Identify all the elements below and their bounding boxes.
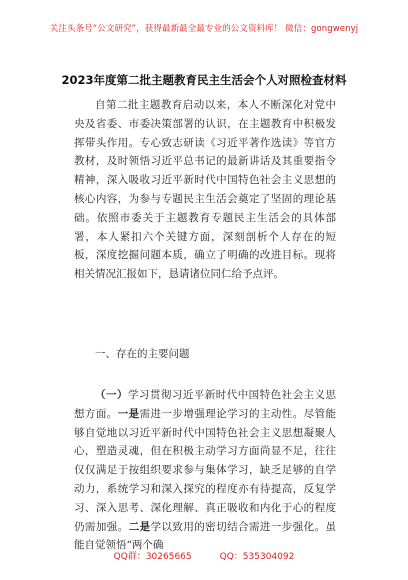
point-two-text: 学以致用的密切结合需进一步强化。虽能自觉领悟“两个确 xyxy=(74,520,337,552)
header-banner: 关注头条号“公文研究”，获得最新最全最专业的公文资料库！ 微信：gongwenyj xyxy=(49,24,359,34)
document-title: 2023年度第二批主题教育民主生活会个人对照检查材料 xyxy=(61,73,347,87)
footer-qq-group: QQ群：30265665 xyxy=(113,552,192,562)
section-heading: 一、存在的主要问题 xyxy=(95,348,190,360)
item-topic: 学习贯彻习近平新时代中国特色社会主义思想方面。 xyxy=(74,389,337,420)
footer-qq: QQ：535304092 xyxy=(219,552,295,562)
intro-paragraph: 自第二批主题教育启动以来，本人不断深化对党中央及省委、市委决策部署的认识，在主题教育中积极发挥带头作用。专心致志研读《习近平著作选读》等官方教材，及时领悟习近平总书记的最新讲话及其重要指令精神，深入吸收习近平新时代中国特色社会主义思想的核心内容，为参与专题民主生活会奠定了坚固的理论基础。依照市委关于主题教育专题民主生活会的具体部署，本人紧扣六个关键方面，深刻剖析个人存在的短板，深度挖掘问题本质，确立了明确的改进目标。现将相关情况汇报如下，恳请诸位同仁给予点评。 xyxy=(74,99,336,281)
point-one-text: 需进一步增强理论学习的主动性。尽管能够自觉地以习近平新时代中国特色社会主义思想凝聚人心，塑造灵魂，但在积极主动学习方面尚显不足，往往仅仅满足于按组织要求参与集体学习，缺乏足够的自学动力，系统学习和深入探究的程度亦有待提高，反复学习、深入思考、深化理解、真正吸收和内化于心的程度仍需加强。 xyxy=(74,407,337,533)
item-paragraph xyxy=(74,386,336,555)
item-number: （一） xyxy=(95,389,128,401)
footer-contact xyxy=(0,549,408,562)
point-two-marker: 二是 xyxy=(128,520,151,533)
point-one-marker: 一是 xyxy=(117,407,140,420)
